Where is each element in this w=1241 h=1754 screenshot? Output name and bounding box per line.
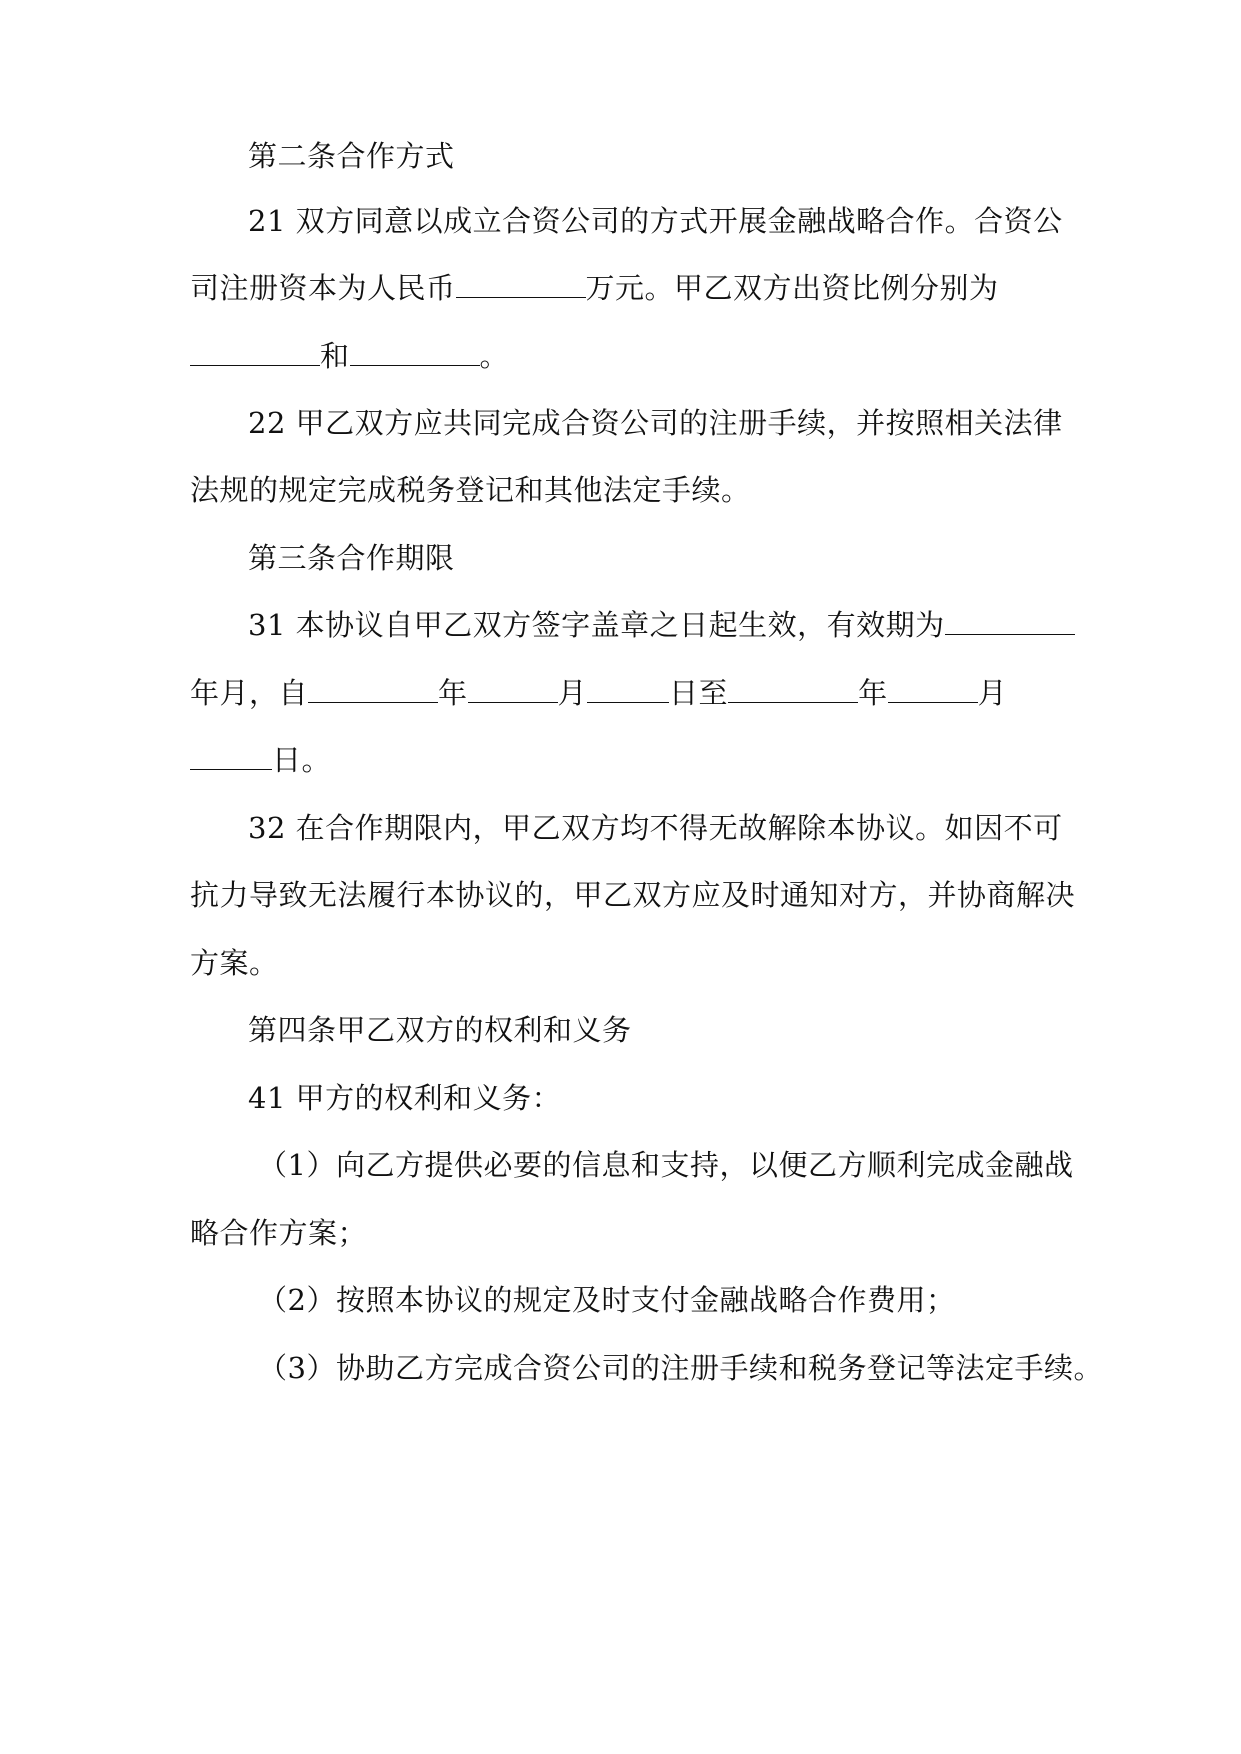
clause-21-line-1: 21 双方同意以成立合资公司的方式开展金融战略合作。合资公 [248, 204, 1063, 238]
validity-period-blank [945, 608, 1075, 635]
capital-amount-blank [456, 271, 586, 298]
clause-31-text: 月 [977, 676, 1008, 710]
article-4-heading: 第四条甲乙双方的权利和义务 [248, 1013, 632, 1047]
clause-21-line-2 [190, 270, 1060, 306]
end-month-blank [888, 676, 978, 703]
clause-31-line-2 [190, 675, 1060, 711]
ratio-b-blank [350, 339, 480, 366]
clause-31-text: 年 [438, 676, 468, 710]
clause-32-line-3: 方案。 [190, 946, 279, 980]
start-day-blank [587, 676, 669, 703]
clause-32-line-2: 抗力导致无法履行本协议的，甲乙双方应及时通知对方，并协商解决 [190, 878, 1076, 912]
ratio-a-blank [190, 339, 320, 366]
clause-31-line-3 [190, 742, 1060, 778]
start-month-blank [468, 676, 558, 703]
clause-22-line-2: 法规的规定完成税务登记和其他法定手续。 [190, 473, 751, 507]
clause-31-text: 年月，自 [190, 676, 309, 710]
clause-32-line-1: 32 在合作期限内，甲乙双方均不得无故解除本协议。如因不可 [248, 811, 1063, 845]
clause-22-line-1: 22 甲乙双方应共同完成合资公司的注册手续，并按照相关法律 [248, 406, 1063, 440]
clause-21-text: 司注册资本为人民币 [190, 271, 456, 305]
clause-41: 41 甲方的权利和义务： [248, 1081, 562, 1115]
end-day-blank [190, 743, 272, 770]
item-1-line-2: 略合作方案； [190, 1216, 368, 1250]
item-1-line-1: （1）向乙方提供必要的信息和支持，以便乙方顺利完成金融战 [258, 1148, 1074, 1182]
clause-21-text: 万元。甲乙双方出资比例分别为 [585, 271, 999, 305]
clause-31-text: 31 本协议自甲乙双方签字盖章之日起生效，有效期为 [248, 608, 945, 642]
start-year-blank [308, 676, 438, 703]
clause-31-text: 月 [557, 676, 588, 710]
item-3: （3）协助乙方完成合资公司的注册手续和税务登记等法定手续。 [258, 1351, 1103, 1385]
item-2: （2）按照本协议的规定及时支付金融战略合作费用； [258, 1283, 956, 1317]
end-year-blank [728, 676, 858, 703]
clause-31-text: 年 [858, 676, 888, 710]
clause-21-text: 和 [320, 339, 350, 373]
clause-31-line-1 [248, 607, 1060, 643]
clause-31-text: 日至 [669, 676, 729, 710]
article-2-heading: 第二条合作方式 [248, 139, 455, 173]
clause-31-text: 日。 [272, 743, 332, 777]
clause-21-text: 。 [479, 339, 510, 373]
article-3-heading: 第三条合作期限 [248, 541, 455, 575]
clause-21-line-3 [190, 338, 1060, 374]
